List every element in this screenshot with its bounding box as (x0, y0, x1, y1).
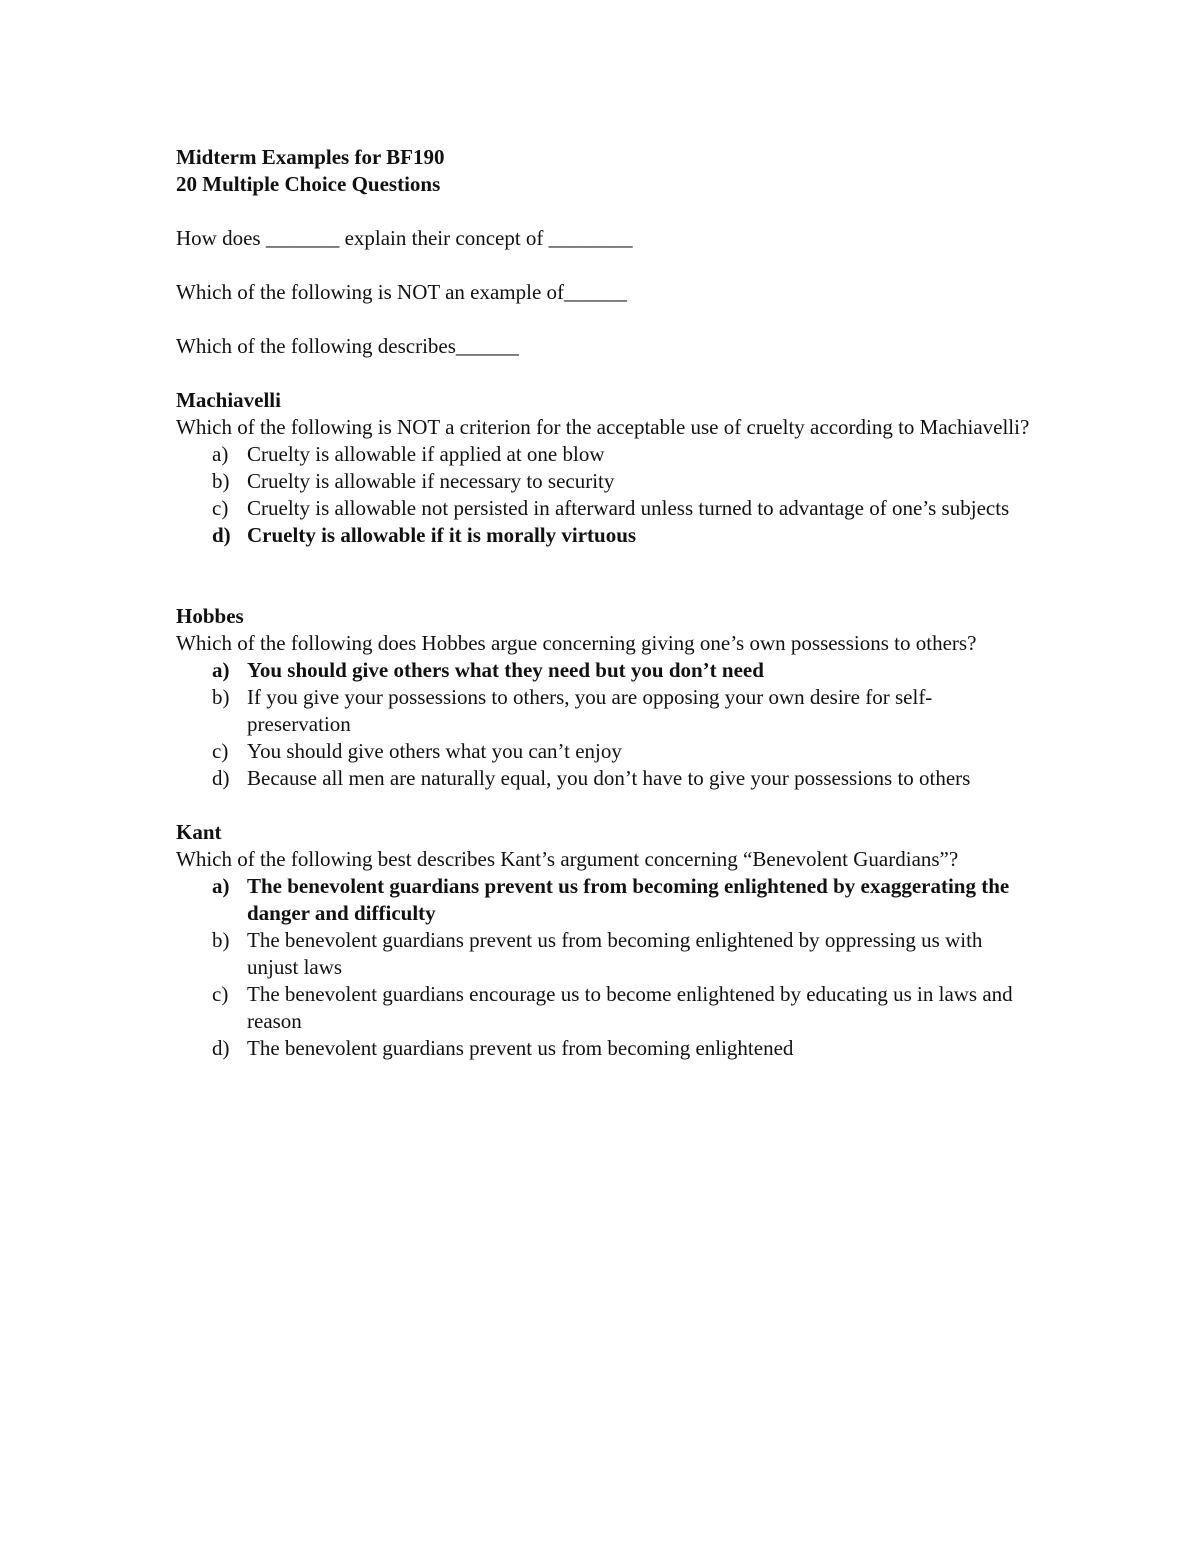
document-page (176, 144, 1036, 1062)
spacer (176, 198, 1036, 225)
option-marker: d) (212, 766, 230, 790)
document-title: Midterm Examples for BF190 (176, 145, 445, 169)
options-list-hobbes (176, 657, 1036, 792)
option-d (176, 765, 1036, 792)
option-c (176, 738, 1036, 765)
question-hobbes: Which of the following does Hobbes argue concerning giving one’s own possessions to others? (176, 631, 977, 655)
option-text: The benevolent guardians prevent us from becoming enlightened by oppressing us with unjust laws (247, 928, 983, 979)
option-b (176, 684, 1036, 738)
section-kant (176, 819, 1036, 1062)
option-a-correct (176, 657, 1036, 684)
option-a (176, 441, 1036, 468)
option-text: Cruelty is allowable if it is morally virtuous (247, 523, 637, 547)
options-list-machiavelli (176, 441, 1036, 549)
option-marker: d) (212, 1036, 230, 1060)
spacer (176, 792, 1036, 819)
option-c (176, 495, 1036, 522)
section-heading-hobbes: Hobbes (176, 604, 244, 628)
option-text: You should give others what they need but you don’t need (247, 658, 764, 682)
option-marker: c) (212, 496, 229, 520)
option-marker: a) (212, 658, 230, 682)
section-machiavelli (176, 387, 1036, 549)
option-a-correct (176, 873, 1036, 927)
option-marker: c) (212, 982, 229, 1006)
spacer (176, 360, 1036, 387)
spacer (176, 252, 1036, 279)
question-machiavelli: Which of the following is NOT a criterion for the acceptable use of cruelty according to Machiavelli? (176, 415, 1030, 439)
option-text: Because all men are naturally equal, you don’t have to give your possessions to others (247, 766, 971, 790)
option-b (176, 927, 1036, 981)
spacer (176, 306, 1036, 333)
option-text: The benevolent guardians prevent us from becoming enlightened (247, 1036, 794, 1060)
document-subtitle: 20 Multiple Choice Questions (176, 172, 441, 196)
question-template-3: Which of the following describes______ (176, 334, 519, 358)
question-template-1: How does _______ explain their concept of ________ (176, 226, 633, 250)
option-marker: a) (212, 874, 230, 898)
option-text: You should give others what you can’t enjoy (247, 739, 622, 763)
option-d-correct (176, 522, 1036, 549)
option-c (176, 981, 1036, 1035)
option-text: Cruelty is allowable not persisted in afterward unless turned to advantage of one’s subjects (247, 496, 1010, 520)
option-d (176, 1035, 1036, 1062)
spacer (176, 549, 1036, 603)
option-text: The benevolent guardians prevent us from becoming enlightened by exaggerating the danger and difficulty (247, 874, 1010, 925)
option-marker: c) (212, 739, 229, 763)
options-list-kant (176, 873, 1036, 1062)
option-marker: d) (212, 523, 231, 547)
question-template-2: Which of the following is NOT an example of______ (176, 280, 628, 304)
option-text: Cruelty is allowable if necessary to security (247, 469, 615, 493)
option-text: The benevolent guardians encourage us to become enlightened by educating us in laws and reason (247, 982, 1013, 1033)
section-heading-kant: Kant (176, 820, 222, 844)
option-marker: b) (212, 685, 230, 709)
option-text: Cruelty is allowable if applied at one blow (247, 442, 605, 466)
option-b (176, 468, 1036, 495)
question-kant: Which of the following best describes Kant’s argument concerning “Benevolent Guardians”? (176, 847, 959, 871)
section-heading-machiavelli: Machiavelli (176, 388, 281, 412)
option-marker: b) (212, 469, 230, 493)
option-text: If you give your possessions to others, you are opposing your own desire for self-preservation (247, 685, 933, 736)
section-hobbes (176, 603, 1036, 792)
option-marker: b) (212, 928, 230, 952)
option-marker: a) (212, 442, 229, 466)
